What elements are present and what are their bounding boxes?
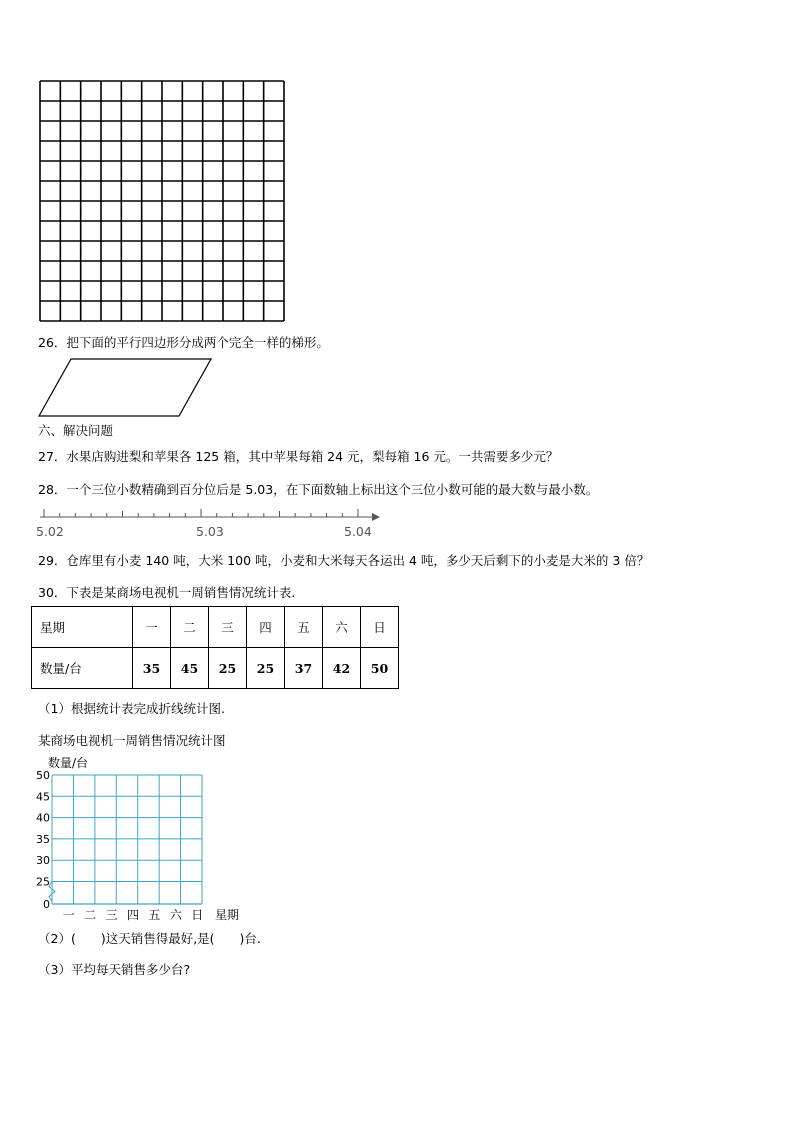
number-line-label-5.03: 5.03	[196, 524, 224, 539]
table-cell-day: 日	[361, 607, 399, 648]
number-line-label-5.02: 5.02	[36, 524, 64, 539]
table-row-quantity	[32, 648, 399, 689]
chart-x-tick-label: 二	[84, 908, 97, 922]
section-6-heading: 六、解决问题	[38, 423, 114, 438]
chart-x-tick-label: 四	[126, 908, 140, 922]
sales-table	[31, 606, 399, 689]
table-cell-value: 35	[133, 648, 171, 689]
chart-y-tick-label: 40	[36, 811, 50, 825]
table-cell-day: 五	[285, 607, 323, 648]
sub-question-3: （3）平均每天销售多少台?	[38, 962, 191, 977]
chart-y-tick-label: 50	[36, 769, 50, 782]
line-chart	[34, 753, 259, 923]
chart-x-tick-label: 三	[105, 908, 118, 922]
question-27: 27．水果店购进梨和苹果各 125 箱，其中苹果每箱 24 元，梨每箱 16 元。一共需要多少元？	[38, 449, 559, 464]
sub-question-2: （2）( )这天销售得最好,是( )台.	[38, 931, 261, 946]
table-cell-value: 50	[361, 648, 399, 689]
table-cell-day: 二	[171, 607, 209, 648]
chart-title: 某商场电视机一周销售情况统计图	[38, 733, 226, 748]
table-cell-value: 25	[247, 648, 285, 689]
question-30: 30．下表是某商场电视机一周销售情况统计表.	[38, 585, 296, 600]
chart-x-tick-label: 六	[169, 908, 182, 922]
question-28: 28．一个三位小数精确到百分位后是 5.03，在下面数轴上标出这个三位小数可能的最大数与最小数。	[38, 482, 599, 497]
chart-y-axis-label: 数量/台	[48, 756, 89, 770]
table-cell-value: 45	[171, 648, 209, 689]
sub-question-1: （1）根据统计表完成折线统计图.	[38, 701, 225, 716]
table-cell-day: 三	[209, 607, 247, 648]
chart-y-tick-label: 0	[43, 898, 50, 911]
table-cell-value: 42	[323, 648, 361, 689]
table-row-days	[32, 607, 399, 648]
table-cell-day: 四	[247, 607, 285, 648]
chart-x-tick-label: 一	[62, 908, 75, 922]
table-header-quantity: 数量/台	[32, 648, 133, 689]
table-cell-day: 六	[323, 607, 361, 648]
parallelogram-figure	[34, 355, 216, 421]
table-header-weekday: 星期	[32, 607, 133, 648]
chart-x-tick-label: 日	[191, 908, 204, 922]
number-line-label-5.04: 5.04	[344, 524, 372, 539]
chart-x-tick-label: 五	[148, 908, 161, 922]
table-cell-value: 25	[209, 648, 247, 689]
question-26: 26．把下面的平行四边形分成两个完全一样的梯形。	[38, 335, 329, 350]
number-line	[36, 505, 386, 545]
table-cell-value: 37	[285, 648, 323, 689]
chart-y-tick-label: 30	[36, 854, 50, 868]
table-cell-day: 一	[133, 607, 171, 648]
chart-y-tick-label: 45	[36, 790, 50, 804]
chart-y-tick-label: 35	[36, 832, 50, 846]
chart-y-tick-label: 25	[36, 875, 50, 889]
question-29: 29．仓库里有小麦 140 吨，大米 100 吨，小麦和大米每天各运出 4 吨，多少天后剩下的小麦是大米的 3 倍？	[38, 553, 650, 568]
square-grid	[36, 77, 288, 325]
chart-x-axis-label: 星期	[215, 908, 240, 922]
